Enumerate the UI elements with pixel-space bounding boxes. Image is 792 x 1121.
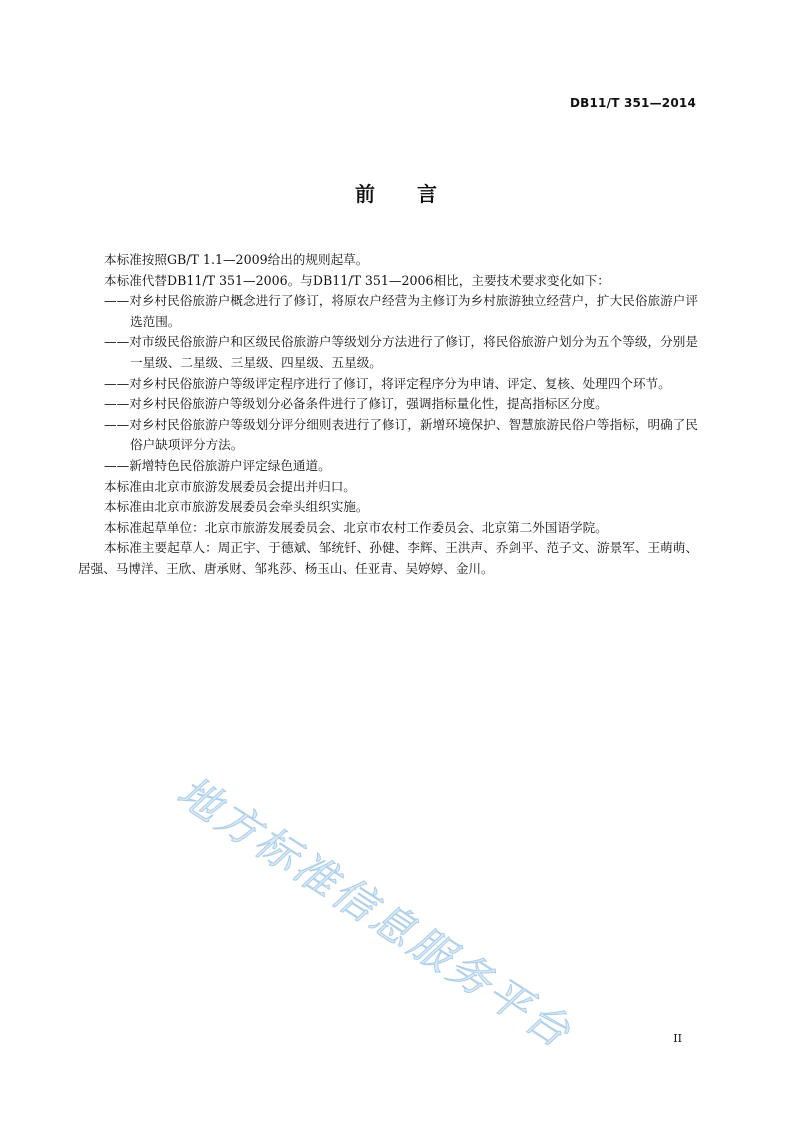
page-number: II [673, 1032, 682, 1045]
paragraph-drafters: 本标准主要起草人：周正宇、于德斌、邹统钎、孙健、李辉、王洪声、乔剑平、范子文、游景军、王萌萌、居强、马博洋、王欣、唐承财、邹兆莎、杨玉山、任亚青、吴婷婷、金川。 [78, 540, 698, 576]
standard-code: DB11/T 351—2014 [570, 96, 696, 110]
paragraph-drafting-units: 本标准起草单位：北京市旅游发展委员会、北京市农村工作委员会、北京第二外国语学院。 [104, 519, 608, 535]
page-title: 前言 [355, 182, 479, 206]
paragraph-replaces: 本标准代替DB11/T 351—2006。与DB11/T 351—2006相比，主要技术要求变化如下： [104, 272, 610, 288]
change-item-procedure: ——对乡村民俗旅游户等级评定程序进行了修订，将评定程序分为申请、评定、复核、处理四个环节。 [104, 375, 671, 391]
watermark: 地方标准信息服务平台 [168, 766, 582, 1059]
change-item-scoring-table: ——对乡村民俗旅游户等级划分评分细则表进行了修订，新增环境保护、智慧旅游民俗户等指标，明确了民俗户缺项评分方法。 [104, 416, 698, 453]
change-item-conditions: ——对乡村民俗旅游户等级划分必备条件进行了修订，强调指标量化性，提高指标区分度。 [104, 396, 608, 412]
change-item-grading-method: ——对市级民俗旅游户和区级民俗旅游户等级划分方法进行了修订，将民俗旅游户划分为五个等级，分别是一星级、二星级、三星级、四星级、五星级。 [104, 334, 698, 370]
change-item-concept: ——对乡村民俗旅游户概念进行了修订，将原农户经营为主修订为乡村旅游独立经营户，扩大民俗旅游户评选范围。 [104, 293, 698, 329]
paragraph-drafting-rule: 本标准按照GB/T 1.1—2009给出的规则起草。 [104, 252, 369, 267]
foreword-body [78, 250, 698, 580]
paragraph-proposed-by: 本标准由北京市旅游发展委员会提出并归口。 [104, 478, 356, 494]
change-item-green-channel: ——新增特色民俗旅游户评定绿色通道。 [104, 457, 331, 473]
paragraph-implemented-by: 本标准由北京市旅游发展委员会牵头组织实施。 [104, 499, 369, 515]
